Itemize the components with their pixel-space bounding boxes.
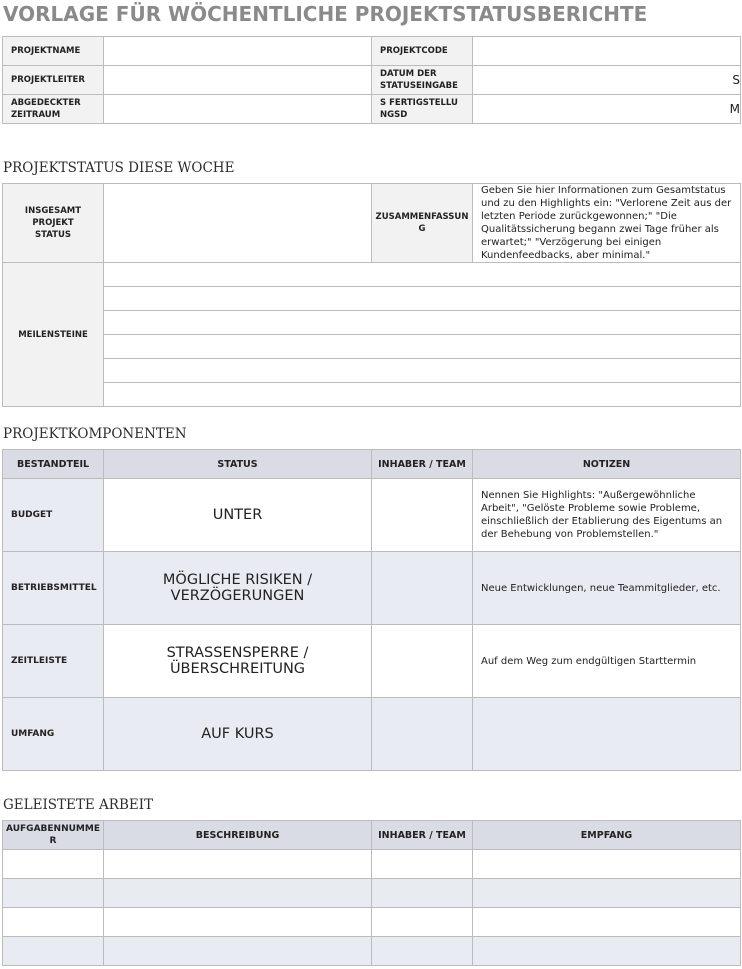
- component-notes[interactable]: Auf dem Weg zum endgültigen Starttermin: [473, 625, 741, 698]
- project-name-field[interactable]: [104, 37, 372, 66]
- completion-label: S FERTIGSTELLUNGSD: [372, 95, 473, 124]
- status-section-heading: PROJEKTSTATUS DIESE WOCHE: [3, 160, 235, 176]
- work-cell[interactable]: [473, 879, 741, 908]
- milestone-row[interactable]: [104, 287, 741, 311]
- project-code-label: PROJEKTCODE: [372, 37, 473, 66]
- component-owner[interactable]: [372, 698, 473, 771]
- status-table: [2, 183, 741, 407]
- column-header: BESTANDTEIL: [3, 450, 104, 479]
- work-cell[interactable]: [3, 850, 104, 879]
- project-lead-field[interactable]: [104, 66, 372, 95]
- component-owner[interactable]: [372, 479, 473, 552]
- component-status[interactable]: MÖGLICHE RISIKEN / VERZÖGERUNGEN: [104, 552, 372, 625]
- work-cell[interactable]: [104, 850, 372, 879]
- period-label: ABGEDECKTER ZEITRAUM: [3, 95, 104, 124]
- project-code-field[interactable]: [473, 37, 741, 66]
- component-notes[interactable]: Neue Entwicklungen, neue Teammitglieder, etc.: [473, 552, 741, 625]
- component-name: BUDGET: [3, 479, 104, 552]
- component-notes[interactable]: [473, 698, 741, 771]
- project-info-table: [2, 36, 741, 124]
- component-status[interactable]: STRASSENSPERRE / ÜBERSCHREITUNG: [104, 625, 372, 698]
- column-header: INHABER / TEAM: [372, 821, 473, 850]
- work-cell[interactable]: [473, 908, 741, 937]
- work-cell[interactable]: [372, 879, 473, 908]
- work-section-heading: GELEISTETE ARBEIT: [3, 797, 154, 813]
- completion-field[interactable]: M: [473, 95, 741, 124]
- milestones-label: MEILENSTEINE: [3, 263, 104, 407]
- work-cell[interactable]: [3, 908, 104, 937]
- overall-status-label: INSGESAMT PROJEKT STATUS: [3, 184, 104, 263]
- column-header: BESCHREIBUNG: [104, 821, 372, 850]
- column-header: NOTIZEN: [473, 450, 741, 479]
- component-owner[interactable]: [372, 552, 473, 625]
- work-cell[interactable]: [104, 908, 372, 937]
- column-header: INHABER / TEAM: [372, 450, 473, 479]
- milestone-row[interactable]: [104, 383, 741, 407]
- milestone-row[interactable]: [104, 311, 741, 335]
- work-cell[interactable]: [372, 908, 473, 937]
- period-field[interactable]: [104, 95, 372, 124]
- component-notes[interactable]: Nennen Sie Highlights: "Außergewöhnliche Arbeit", "Gelöste Probleme sowie Probleme, einschließlich der Etablierung des Eigentums an der Behebung von Problemstellen.": [473, 479, 741, 552]
- summary-text[interactable]: Geben Sie hier Informationen zum Gesamtstatus und zu den Highlights ein: "Verlorene Zeit aus der letzten Periode zurückgewonnen;" "Die Qualitätssicherung begann zwei Tage früher als erwartet;" "Verzögerung bei einigen Kundenfeedbacks, aber minimal.": [473, 184, 741, 263]
- work-cell[interactable]: [104, 937, 372, 966]
- component-status[interactable]: AUF KURS: [104, 698, 372, 771]
- milestone-row[interactable]: [104, 335, 741, 359]
- overall-status-field[interactable]: [104, 184, 372, 263]
- column-header: AUFGABENNUMMER: [3, 821, 104, 850]
- component-name: ZEITLEISTE: [3, 625, 104, 698]
- work-cell[interactable]: [104, 879, 372, 908]
- work-cell[interactable]: [3, 879, 104, 908]
- component-name: UMFANG: [3, 698, 104, 771]
- work-table: [2, 820, 741, 966]
- work-cell[interactable]: [372, 850, 473, 879]
- components-section-heading: PROJEKTKOMPONENTEN: [3, 426, 187, 442]
- project-lead-label: PROJEKTLEITER: [3, 66, 104, 95]
- work-cell[interactable]: [473, 850, 741, 879]
- milestone-row[interactable]: [104, 263, 741, 287]
- column-header: EMPFANG: [473, 821, 741, 850]
- work-cell[interactable]: [372, 937, 473, 966]
- project-name-label: PROJEKTNAME: [3, 37, 104, 66]
- work-cell[interactable]: [473, 937, 741, 966]
- summary-label: ZUSAMMENFASSUNG: [372, 184, 473, 263]
- status-date-field[interactable]: S: [473, 66, 741, 95]
- components-table: [2, 449, 741, 771]
- status-date-label: DATUM DER STATUSEINGABE: [372, 66, 473, 95]
- page-title: VORLAGE FÜR WÖCHENTLICHE PROJEKTSTATUSBERICHTE: [3, 2, 648, 26]
- component-name: BETRIEBSMITTEL: [3, 552, 104, 625]
- component-owner[interactable]: [372, 625, 473, 698]
- component-status[interactable]: UNTER: [104, 479, 372, 552]
- milestone-row[interactable]: [104, 359, 741, 383]
- column-header: STATUS: [104, 450, 372, 479]
- work-cell[interactable]: [3, 937, 104, 966]
